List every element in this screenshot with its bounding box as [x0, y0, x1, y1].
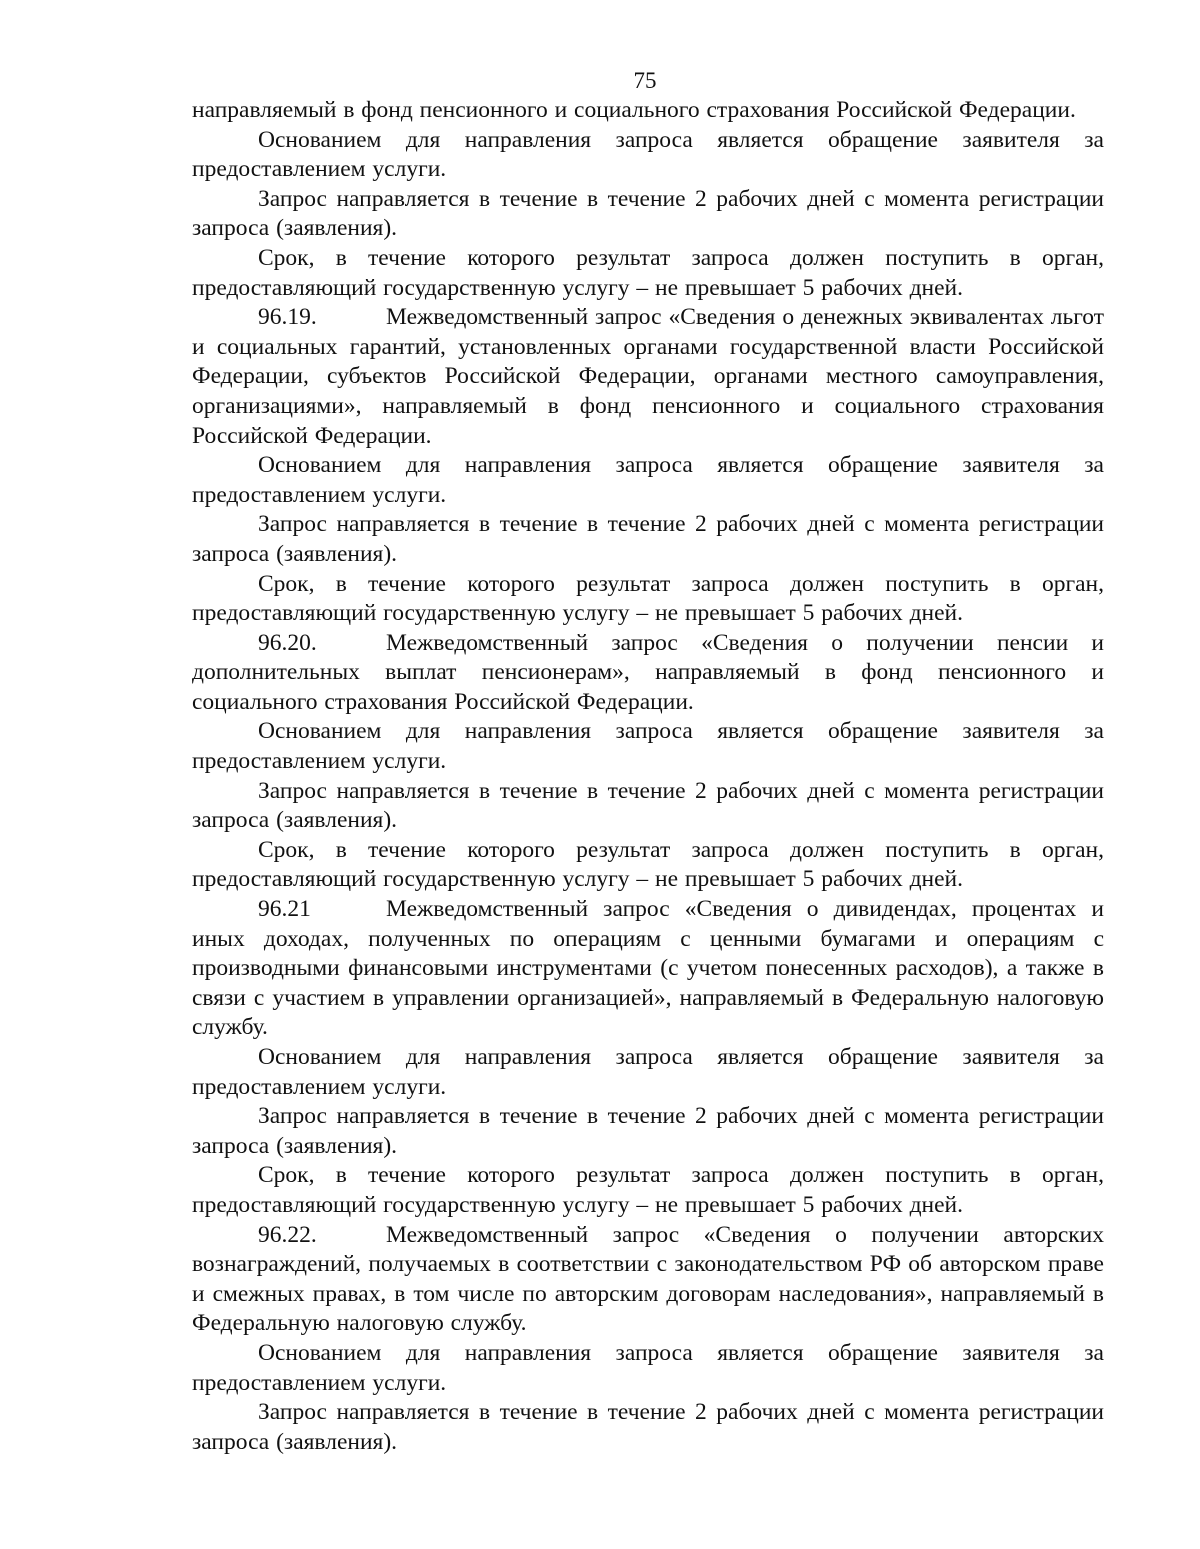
paragraph-text: Межведомственный запрос «Сведения о дивидендах, процентах и иных доходах, полученных по операциям с ценными бумагами и операциям с производными финансовыми инструментами (с учетом понесенных расходов), а также в связи с участием в управлении организацией», направляемый в Федеральную налоговую службу. — [192, 896, 1104, 1041]
paragraph — [192, 244, 1104, 303]
numbered-paragraph — [192, 629, 1104, 718]
paragraph-text: Запрос направляется в течение в течение 2 рабочих дней с момента регистрации запроса (заявления). — [192, 185, 1104, 242]
paragraph — [192, 1161, 1104, 1220]
paragraph — [192, 1339, 1104, 1398]
paragraph — [192, 126, 1104, 185]
numbered-paragraph — [192, 303, 1104, 451]
item-number: 96.20. — [258, 629, 317, 656]
paragraph — [192, 185, 1104, 244]
paragraph-text: Срок, в течение которого результат запроса должен поступить в орган, предоставляющий государственную услугу – не превышает 5 рабочих дней. — [192, 836, 1104, 893]
paragraph — [192, 836, 1104, 895]
paragraph-text: Запрос направляется в течение в течение 2 рабочих дней с момента регистрации запроса (заявления). — [192, 511, 1104, 567]
paragraph-text: Межведомственный запрос «Сведения о денежных эквивалентах льгот и социальных гарантий, установленных органами государственной власти Российской Федерации, субъектов Российской Федерации, органами местного самоуправления, организациями», направляемый в фонд пенсионного и социального страхования Российской Федерации. — [192, 304, 1104, 449]
paragraph-text: Основанием для направления запроса является обращение заявителя за предоставлением услуги. — [192, 126, 1104, 183]
numbered-paragraph — [192, 1221, 1104, 1339]
paragraph-text: Запрос направляется в течение в течение 2 рабочих дней с момента регистрации запроса (заявления). — [192, 777, 1104, 834]
paragraph-text: Основанием для направления запроса является обращение заявителя за предоставлением услуги. — [192, 718, 1104, 775]
paragraph-text: Межведомственный запрос «Сведения о получении авторских вознаграждений, получаемых в соответствии с законодательством РФ об авторском праве и смежных правах, в том числе по авторским договорам наследования», направляемый в Федеральную налоговую службу. — [192, 1221, 1104, 1337]
paragraph-text: Срок, в течение которого результат запроса должен поступить в орган, предоставляющий государственную услугу – не превышает 5 рабочих дней. — [192, 244, 1104, 301]
numbered-paragraph — [192, 895, 1104, 1043]
paragraph-text: Межведомственный запрос «Сведения о получении пенсии и дополнительных выплат пенсионерам», направляемый в фонд пенсионного и социального страхования Российской Федерации. — [192, 629, 1104, 715]
paragraph — [192, 717, 1104, 776]
page-number: 75 — [633, 68, 657, 93]
paragraph — [192, 1398, 1104, 1457]
paragraph-text: Запрос направляется в течение в течение 2 рабочих дней с момента регистрации запроса (заявления). — [192, 1399, 1104, 1455]
paragraph-text: Основанием для направления запроса является обращение заявителя за предоставлением услуги. — [192, 1044, 1104, 1100]
document-body — [192, 96, 1104, 1457]
paragraph-text: направляемый в фонд пенсионного и социального страхования Российской Федерации. — [192, 97, 1076, 123]
item-number: 96.21 — [258, 896, 311, 923]
item-number: 96.19. — [258, 304, 317, 331]
paragraph — [192, 451, 1104, 510]
item-number: 96.22. — [258, 1221, 317, 1248]
paragraph-text: Срок, в течение которого результат запроса должен поступить в орган, предоставляющий государственную услугу – не превышает 5 рабочих дней. — [192, 570, 1104, 627]
paragraph — [192, 510, 1104, 569]
paragraph — [192, 96, 1104, 126]
paragraph — [192, 777, 1104, 836]
paragraph — [192, 1043, 1104, 1102]
paragraph-text: Запрос направляется в течение в течение 2 рабочих дней с момента регистрации запроса (заявления). — [192, 1103, 1104, 1159]
paragraph-text: Основанием для направления запроса является обращение заявителя за предоставлением услуги. — [192, 1339, 1104, 1396]
paragraph-text: Срок, в течение которого результат запроса должен поступить в орган, предоставляющий государственную услугу – не превышает 5 рабочих дней. — [192, 1162, 1104, 1218]
paragraph — [192, 1102, 1104, 1161]
paragraph — [192, 570, 1104, 629]
paragraph-text: Основанием для направления запроса является обращение заявителя за предоставлением услуги. — [192, 452, 1104, 508]
